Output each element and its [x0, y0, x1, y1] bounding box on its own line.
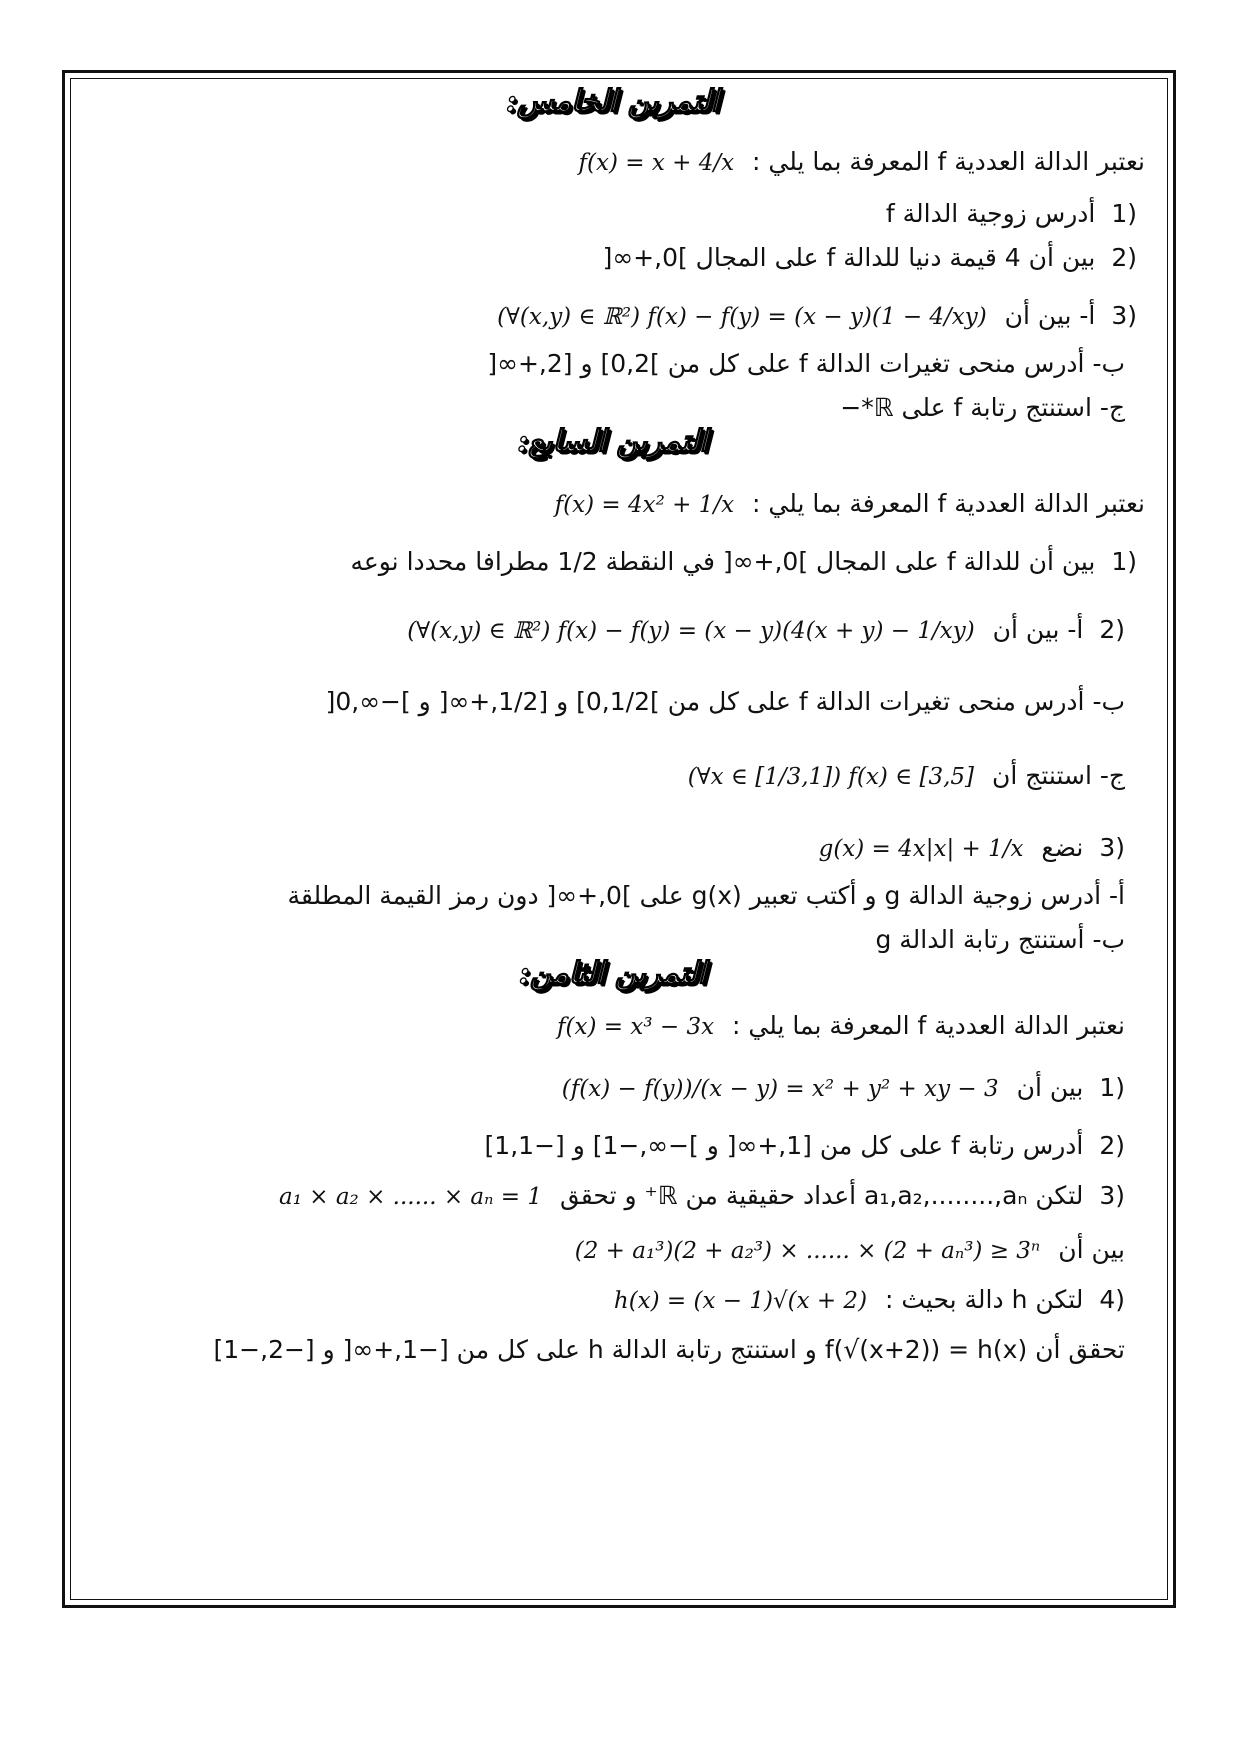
exercise-5-q3a-text: أ- بين أن: [1004, 301, 1096, 330]
exercise-6-intro: [545, 484, 1145, 525]
exercise-7-q2: [485, 1126, 1125, 1166]
exercise-6-q2c: [678, 756, 1125, 797]
exercise-7-q3: [269, 1176, 1125, 1217]
exercise-7-q2-text: أدرس رتابة f على كل من [1,+∞[ و ]−∞,−1] و [−1,1]: [484, 1131, 1084, 1160]
exercise-6-q2a-text: أ- بين أن: [992, 615, 1084, 644]
exercise-7-q1-formula: (f(x) − f(y))/(x − y) = x² + y² + xy − 3: [561, 1076, 999, 1102]
exercise-6-intro-formula: f(x) = 4x² + 1/x: [554, 492, 735, 518]
exercise-6-q2c-text: ج- استنتج أن: [991, 761, 1125, 790]
exercise-7-q4-text: لتكن h دالة بحيث :: [885, 1285, 1084, 1314]
worksheet-content: [80, 84, 1145, 1584]
exercise-5-q3a: [487, 296, 1137, 337]
exercise-7-q4: [604, 1280, 1125, 1321]
exercise-5-intro: [569, 142, 1146, 183]
exercise-5-q1: [886, 194, 1137, 234]
exercise-6-q3-text: نضع: [1041, 833, 1084, 862]
q-number: 1): [1099, 1073, 1125, 1102]
exercise-5-title: التمرين الخامس:: [505, 84, 720, 119]
exercise-6-q2b: ب- أدرس منحى تغيرات الدالة f على كل من ]0,1/2] و [1/2,+∞[ و ]−∞,0[: [325, 687, 1125, 716]
exercise-6-q3b: ب- أستنتج رتابة الدالة g: [875, 925, 1125, 954]
exercise-6-q2c-formula: (∀x ∈ [1/3,1]) f(x) ∈ [3,5]: [687, 764, 975, 790]
q-number: 3): [1099, 833, 1125, 862]
exercise-7-intro-formula: f(x) = x³ − 3x: [557, 1014, 715, 1040]
exercise-7-q4b: تحقق أن f(√(x+2)) = h(x) و استنتج رتابة الدالة h على كل من [−1,+∞[ و [−2,−1]: [213, 1335, 1125, 1364]
exercise-6-q1: [350, 542, 1137, 582]
exercise-5-q3b: ب- أدرس منحى تغيرات الدالة f على كل من ]0,2] و [2,+∞[: [487, 349, 1125, 378]
exercise-7-q3b-text: بين أن: [1058, 1235, 1125, 1264]
exercise-7-q3-formula: a₁ × a₂ × ...... × aₙ = 1: [279, 1184, 542, 1210]
exercise-7-title: التمرين الثامن:: [518, 956, 707, 991]
exercise-6-title: التمرين السابع:: [517, 424, 708, 459]
exercise-5-intro-text: نعتبر الدالة العددية f المعرفة بما يلي :: [752, 147, 1145, 176]
exercise-6-q2a: [397, 610, 1125, 651]
exercise-7-q3b-formula: (2 + a₁³)(2 + a₂³) × ...... × (2 + aₙ³) ≥ 3ⁿ: [574, 1238, 1041, 1264]
exercise-6-intro-text: نعتبر الدالة العددية f المعرفة بما يلي :: [752, 489, 1145, 518]
q-number: 2): [1099, 1131, 1125, 1160]
exercise-7-q1-text: بين أن: [1016, 1073, 1084, 1102]
exercise-6-q3: [809, 828, 1125, 869]
q-number: 3): [1111, 301, 1137, 330]
exercise-6-q3-formula: g(x) = 4x|x| + 1/x: [818, 836, 1024, 862]
q-number: 3): [1099, 1181, 1125, 1210]
exercise-6-q2a-formula: (∀(x,y) ∈ ℝ²) f(x) − f(y) = (x − y)(4(x + y) − 1/xy): [407, 618, 975, 644]
exercise-7-intro: [547, 1006, 1125, 1047]
exercise-6-q3a: أ- أدرس زوجية الدالة g و أكتب تعبير g(x) على ]0,+∞[ دون رمز القيمة المطلقة: [287, 881, 1125, 910]
exercise-5-q1-text: أدرس زوجية الدالة f: [885, 199, 1096, 228]
q-number: 4): [1099, 1285, 1125, 1314]
exercise-5-intro-formula: f(x) = x + 4/x: [578, 150, 735, 176]
exercise-6-q1-text: بين أن للدالة f على المجال ]0,+∞[ في النقطة 1/2 مطرافا محددا نوعه: [350, 547, 1096, 576]
q-number: 2): [1099, 615, 1125, 644]
exercise-5-q2: [603, 238, 1137, 278]
q-number: 2): [1111, 243, 1137, 272]
exercise-7-q3b: [565, 1230, 1125, 1271]
exercise-7-q1: [552, 1068, 1125, 1109]
q-number: 1): [1111, 199, 1137, 228]
exercise-7-intro-text: نعتبر الدالة العددية f المعرفة بما يلي :: [732, 1011, 1125, 1040]
exercise-5-q3a-formula: (∀(x,y) ∈ ℝ²) f(x) − f(y) = (x − y)(1 − 4/xy): [497, 304, 987, 330]
exercise-5-q3c: ج- استنتج رتابة f على ℝ*−: [840, 393, 1125, 422]
exercise-5-q2-text: بين أن 4 قيمة دنيا للدالة f على المجال ]0,+∞[: [602, 243, 1096, 272]
exercise-7-q4-formula: h(x) = (x − 1)√(x + 2): [613, 1288, 868, 1314]
exercise-7-q3-text: لتكن a₁,a₂,........,aₙ أعداد حقيقية من ℝ⁺ و تحقق: [559, 1181, 1084, 1210]
q-number: 1): [1111, 547, 1137, 576]
